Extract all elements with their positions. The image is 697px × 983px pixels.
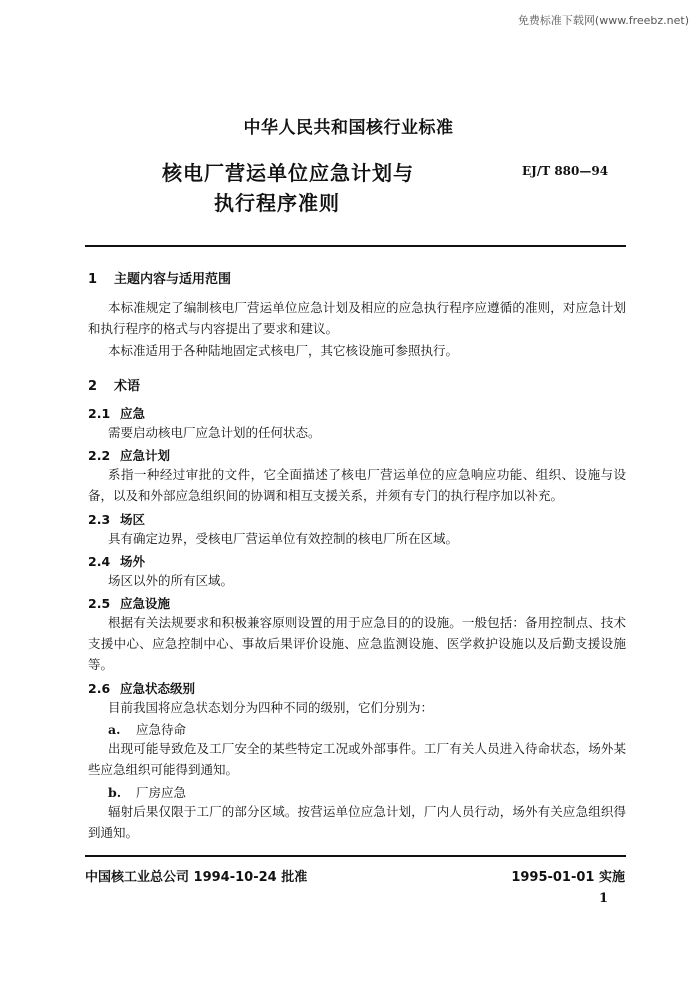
- footer-divider: [85, 855, 626, 857]
- section-1-paragraph-2: 本标准适用于各种陆地固定式核电厂，其它核设施可参照执行。: [108, 343, 459, 358]
- term-2-1-heading: [88, 404, 145, 422]
- term-2-5-heading: [88, 594, 170, 612]
- term-2-3-definition: 具有确定边界，受核电厂营运单位有效控制的核电厂所在区域。: [108, 531, 459, 546]
- term-2-6-heading: [88, 679, 195, 697]
- term-2-1-number: 2.1: [88, 406, 111, 421]
- section-2-title: 术语: [114, 379, 141, 394]
- section-2-heading: [88, 375, 140, 394]
- term-2-4-number: 2.4: [88, 554, 111, 569]
- term-2-6-title: 应急状态级别: [120, 681, 196, 696]
- term-2-2-title: 应急计划: [120, 448, 171, 463]
- term-2-2-definition: 系指一种经过审批的文件，它全面描述了核电厂营运单位的应急响应功能、组织、设施与设备，以及和外部应急组织间的协调和相互支援关系，并须有专门的执行程序加以补充。: [88, 467, 626, 503]
- level-b-title: 厂房应急: [136, 785, 187, 800]
- section-1-paragraph-1: 本标准规定了编制核电厂营运单位应急计划及相应的应急执行程序应遵循的准则，对应急计划和执行程序的格式与内容提出了要求和建议。: [88, 300, 626, 336]
- term-2-1-title: 应急: [120, 406, 146, 421]
- document-title-line-2: 执行程序准则: [214, 191, 340, 215]
- term-2-5-title: 应急设施: [120, 596, 171, 611]
- page-number: 1: [599, 891, 609, 906]
- term-2-3-number: 2.3: [88, 512, 111, 527]
- approval-statement: 中国核工业总公司 1994-10-24 批准: [85, 870, 308, 885]
- section-1-heading: [88, 268, 231, 287]
- effective-date: 1995-01-01 实施: [511, 870, 625, 885]
- term-2-3-title: 场区: [120, 512, 146, 527]
- term-2-6-number: 2.6: [88, 681, 111, 696]
- term-2-4-definition: 场区以外的所有区域。: [108, 573, 234, 588]
- term-2-2-number: 2.2: [88, 448, 111, 463]
- term-2-5-definition: 根据有关法规要求和积极兼容原则设置的用于应急目的的设施。一般包括：备用控制点、技术支援中心、应急控制中心、事故后果评价设施、应急监测设施、医学救护设施以及后勤支援设施等。: [88, 615, 626, 672]
- term-2-4-title: 场外: [120, 554, 146, 569]
- level-b-heading: [108, 783, 186, 801]
- section-2-number: 2: [88, 379, 98, 394]
- term-2-5-number: 2.5: [88, 596, 111, 611]
- level-b-description: 辐射后果仅限于工厂的部分区域。按营运单位应急计划，厂内人员行动，场外有关应急组织得到通知。: [88, 804, 626, 840]
- term-2-2-heading: [88, 446, 170, 464]
- document-title-line-1: 核电厂营运单位应急计划与: [162, 161, 414, 185]
- term-2-1-definition: 需要启动核电厂应急计划的任何状态。: [108, 425, 321, 440]
- standard-code: EJ/T 880—94: [522, 164, 609, 178]
- level-a-marker: a.: [108, 722, 121, 737]
- level-b-marker: b.: [108, 785, 122, 800]
- level-a-title: 应急待命: [136, 722, 187, 737]
- section-1-number: 1: [88, 272, 98, 287]
- term-2-4-heading: [88, 552, 145, 570]
- level-a-heading: [108, 720, 186, 738]
- term-2-6-definition: 目前我国将应急状态划分为四种不同的级别，它们分别为：: [108, 700, 434, 715]
- term-2-3-heading: [88, 510, 145, 528]
- level-a-description: 出现可能导致危及工厂安全的某些特定工况或外部事件。工厂有关人员进入待命状态，场外某些应急组织可能得到通知。: [88, 741, 626, 777]
- watermark-text: 免费标准下载网(www.freebz.net): [517, 14, 689, 27]
- header-divider: [85, 245, 626, 247]
- standard-organization: 中华人民共和国核行业标准: [243, 118, 454, 138]
- section-1-title: 主题内容与适用范围: [114, 272, 232, 287]
